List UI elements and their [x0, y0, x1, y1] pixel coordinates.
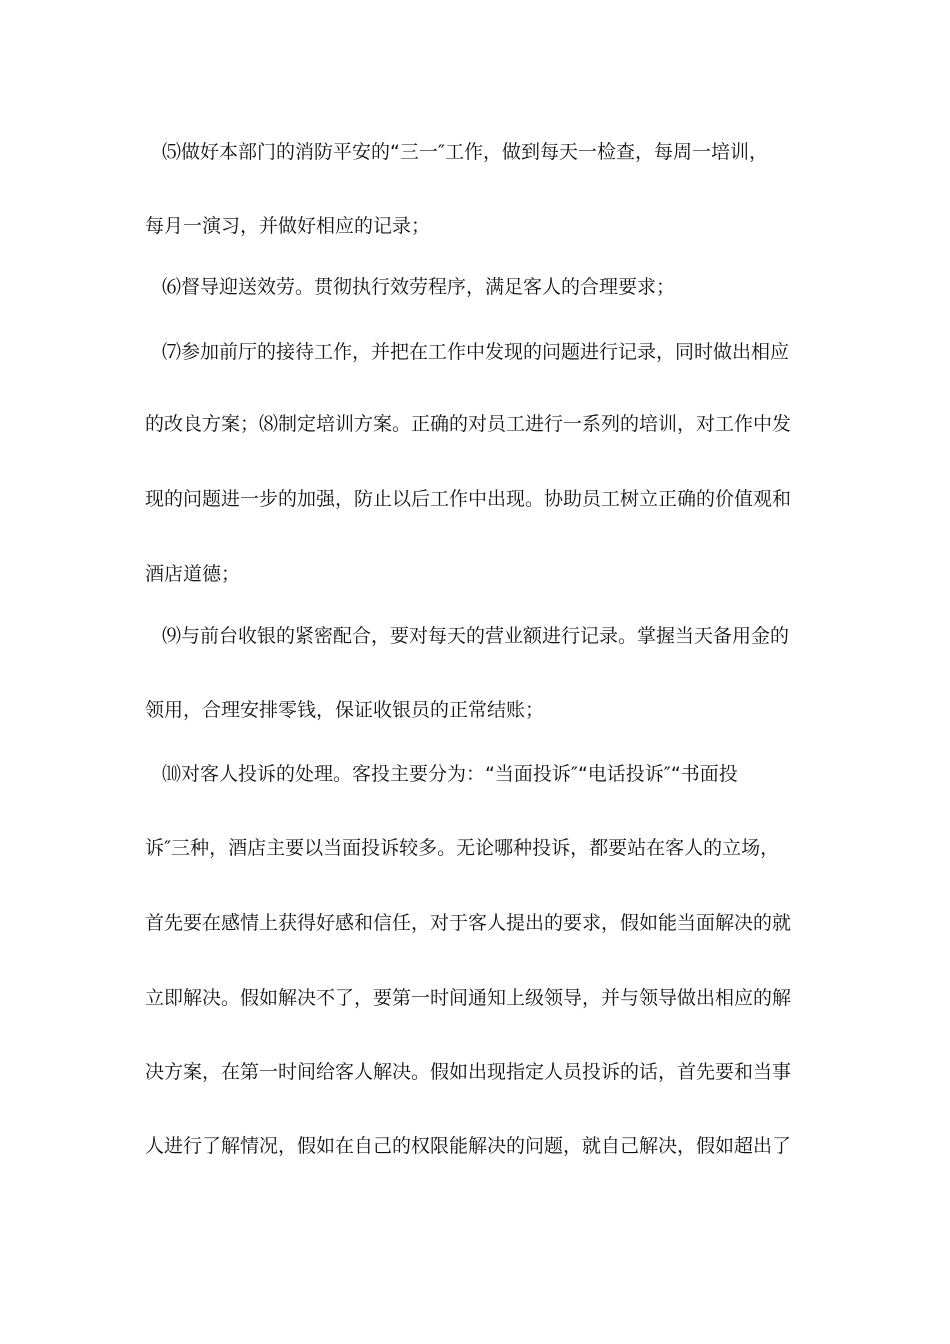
text-line: 每月一演习，并做好相应的记录；: [145, 215, 431, 237]
text-line: ⑼与前台收银的紧密配合，要对每天的营业额进行记录。掌握当天备用金的: [162, 625, 790, 647]
text-line: 的改良方案；⑻制定培训方案。正确的对员工进行一系列的培训，对工作中发: [145, 413, 792, 435]
text-line: 首先要在感情上获得好感和信任，对于客人提出的要求，假如能当面解决的就: [145, 912, 792, 934]
text-line: 诉″三种，酒店主要以当面投诉较多。无论哪种投诉，都要站在客人的立场，: [145, 837, 780, 859]
text-line: 人进行了解情况，假如在自己的权限能解决的问题，就自己解决，假如超出了: [145, 1135, 792, 1157]
text-line: 领用，合理安排零钱，保证收银员的正常结账；: [145, 699, 545, 721]
text-line: ⑸做好本部门的消防平安的“三一″工作，做到每天一检查，每周一培训，: [162, 141, 768, 163]
text-line: 决方案，在第一时间给客人解决。假如出现指定人员投诉的话，首先要和当事: [145, 1061, 792, 1083]
text-line: 酒店道德；: [145, 563, 241, 585]
text-line: ⑺参加前厅的接待工作，并把在工作中发现的问题进行记录，同时做出相应: [162, 341, 790, 363]
text-line: 现的问题进一步的加强，防止以后工作中出现。协助员工树立正确的价值观和: [145, 488, 792, 510]
text-line: ⑹督导迎送效劳。贯彻执行效劳程序，满足客人的合理要求；: [162, 276, 676, 298]
text-line: ⑽对客人投诉的处理。客投主要分为：“当面投诉″“电话投诉″“书面投: [162, 763, 738, 785]
text-line: 立即解决。假如解决不了，要第一时间通知上级领导，并与领导做出相应的解: [145, 987, 792, 1009]
